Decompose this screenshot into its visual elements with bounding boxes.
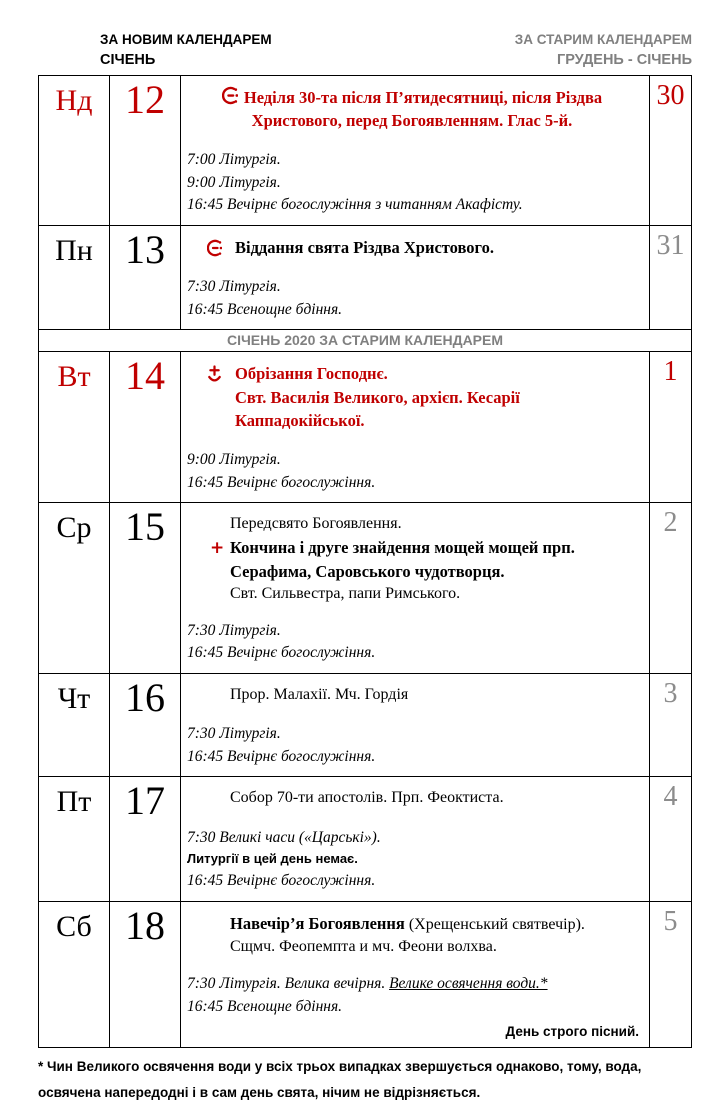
new-month-title: СІЧЕНЬ: [100, 51, 156, 68]
services-list: [187, 620, 643, 665]
day-content: [181, 674, 650, 777]
day-name: Нд: [39, 76, 110, 225]
services-list: [187, 449, 643, 494]
day-name: Пт: [39, 777, 110, 901]
service-item: 16:45 Всенощне бдіння.: [187, 997, 343, 1015]
water-blessing-footnote: * Чин Великого освячення води у всіх трьох випадках звершується однаково, тому, вода, освячена напередодні і в сам день свята, нічим не відрізняється.: [38, 1059, 642, 1101]
day-content: [181, 226, 650, 329]
old-style-date: 1: [663, 356, 678, 388]
old-calendar-label: ЗА СТАРИМ КАЛЕНДАРЕМ: [514, 32, 692, 47]
calendar-table: [38, 75, 692, 1049]
page-header: [38, 30, 692, 71]
strict-fast-note: День строго пісний.: [505, 1024, 639, 1040]
new-style-date: 18: [110, 902, 181, 1047]
day-row-friday-17: [39, 777, 691, 902]
new-style-date: 16: [110, 674, 181, 777]
day-row-saturday-18: [39, 902, 691, 1047]
day-content: [181, 503, 650, 672]
services-list: [187, 827, 643, 893]
red-cross-icon: +: [210, 538, 225, 559]
feast-title: Собор 70-ти апостолів. Прп. Феоктиста.: [230, 789, 504, 807]
service-item: 16:45 Вечірнє богослужіння з читанням Акафісту.: [187, 196, 523, 214]
old-calendar-band: СІЧЕНЬ 2020 ЗА СТАРИМ КАЛЕНДАРЕМ: [39, 330, 691, 352]
feast-title-line: [230, 912, 629, 937]
feast-regular-text: (Хрещенський святвечір).: [404, 915, 585, 933]
forefeast-line: Передсвято Богоявлення.: [230, 515, 402, 533]
day-row-sunday-12: [39, 76, 691, 226]
service-item: 7:00 Літургія.: [187, 151, 281, 169]
feast-title: [187, 912, 643, 959]
new-calendar-label: ЗА НОВИМ КАЛЕНДАРЕМ: [100, 32, 272, 47]
feast-bold-text: Кончина і друге знайдення мощей мощей прп. Серафима, Саровського чудотворця.: [230, 538, 575, 581]
old-style-date: 5: [663, 905, 678, 937]
service-item: 16:45 Вечірнє богослужіння.: [187, 872, 376, 890]
feast-bold-line: [210, 536, 629, 583]
day-content: [181, 352, 650, 502]
feast-title-line: Обрізання Господнє.: [235, 364, 388, 384]
service-item: 7:30 Великі часи («Царські»).: [187, 828, 381, 846]
service-text: 7:30 Літургія. Велика вечірня.: [187, 975, 390, 993]
feast-title: [187, 86, 643, 133]
feast-title: Прор. Малахії. Мч. Гордія: [230, 685, 409, 703]
day-name: Чт: [39, 674, 110, 777]
day-content: [181, 777, 650, 901]
new-calendar-header: [38, 30, 272, 71]
feast-title: [187, 236, 643, 259]
day-name: Вт: [39, 352, 110, 502]
old-style-date: 2: [663, 507, 678, 539]
water-blessing-note: Велике освячення води.*: [389, 975, 548, 993]
new-style-date: 13: [110, 226, 181, 329]
saint-line: Свт. Сильвестра, папи Римського.: [230, 584, 461, 602]
service-item: 7:30 Літургія.: [187, 278, 281, 296]
old-style-date: 3: [663, 677, 678, 709]
service-item: [187, 973, 643, 995]
services-list: [187, 723, 643, 768]
day-row-thursday-16: [39, 674, 691, 778]
typikon-vigil-icon: [207, 365, 223, 383]
day-row-tuesday-14: [39, 352, 691, 503]
services-list: [187, 276, 643, 321]
service-item: 9:00 Літургія.: [187, 173, 281, 191]
day-row-wednesday-15: [39, 503, 691, 673]
new-style-date: 14: [110, 352, 181, 502]
day-content: [181, 76, 650, 225]
new-style-date: 12: [110, 76, 181, 225]
no-liturgy-note: Литургії в цей день немає.: [187, 851, 358, 867]
feast-title-text: Віддання свята Різдва Христового.: [235, 237, 495, 257]
service-item: 16:45 Всенощне бдіння.: [187, 300, 343, 318]
old-style-date: 4: [663, 781, 678, 813]
day-name: Сб: [39, 902, 110, 1047]
service-item: 7:30 Літургія.: [187, 621, 281, 639]
old-style-date: 31: [656, 229, 685, 261]
feast-title-line: Свт. Василія Великого, архієп. Кесарії Каппадокійської.: [235, 387, 520, 431]
old-style-date: 30: [656, 79, 685, 111]
new-style-date: 15: [110, 503, 181, 672]
service-item: 9:00 Літургія.: [187, 451, 281, 469]
feast-title-text: Неділя 30-та після П’ятидесятниці, після Різдва Христового, перед Богоявленням. Глас 5-й.: [243, 87, 603, 130]
day-name: Ср: [39, 503, 110, 672]
services-list: [187, 149, 643, 216]
service-item: 7:30 Літургія.: [187, 725, 281, 743]
feast-title: [187, 513, 643, 605]
service-item: 16:45 Вечірнє богослужіння.: [187, 473, 376, 491]
day-row-monday-13: [39, 226, 691, 330]
feast-bold-text: Навечір’я Богоявлення: [230, 913, 405, 933]
day-content: [181, 902, 650, 1047]
service-item: 16:45 Вечірнє богослужіння.: [187, 747, 376, 765]
old-month-range: ГРУДЕНЬ - СІЧЕНЬ: [556, 51, 692, 68]
service-item: 16:45 Вечірнє богослужіння.: [187, 644, 376, 662]
saint-line: Сщмч. Феопемпта и мч. Феони волхва.: [230, 938, 497, 956]
day-name: Пн: [39, 226, 110, 329]
typikon-doxology-icon: [207, 239, 223, 257]
feast-title: [187, 362, 607, 432]
old-calendar-header: [515, 30, 692, 71]
new-style-date: 17: [110, 777, 181, 901]
services-list: [187, 973, 643, 1018]
typikon-doxology-icon: [222, 86, 238, 101]
